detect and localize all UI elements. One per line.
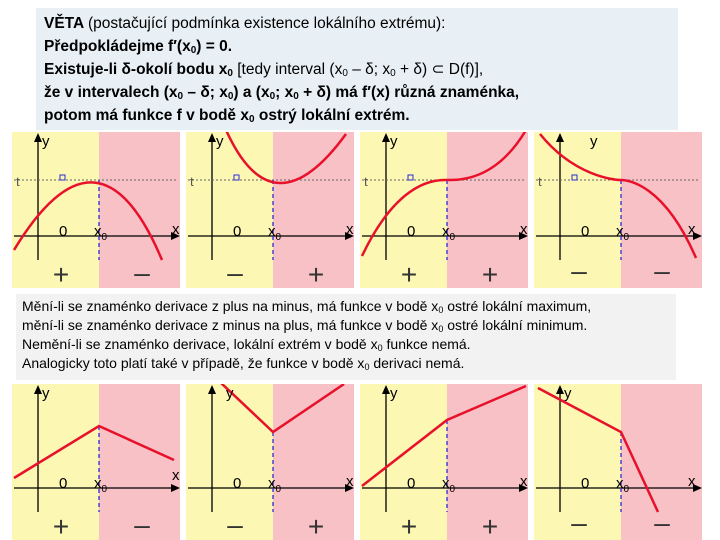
theorem-text: Předpokládejme f′(x (44, 38, 191, 55)
x0-label: $x_0$ (616, 223, 630, 243)
x-axis-label: x (172, 221, 180, 238)
subscript: 0 (438, 305, 444, 315)
theorem-box (36, 8, 678, 130)
explanation-line-3 (22, 335, 670, 354)
y-axis-label: y (42, 133, 50, 150)
subscript: 0 (248, 114, 255, 125)
right-sign: + (307, 511, 325, 540)
theorem-text: ostrý lokální extrém. (258, 107, 410, 124)
tangent-label: t (16, 174, 20, 189)
theorem-title-note: (postačující podmínka existence lokálního extrému): (87, 15, 446, 32)
y-axis-label: y (226, 385, 234, 402)
origin-label: 0 (59, 475, 68, 492)
graph-inflection-decreasing-smooth (534, 132, 702, 288)
theorem-line-4 (44, 81, 670, 104)
graph-local-minimum-smooth (186, 132, 354, 288)
theorem-text: – δ; x (352, 61, 391, 78)
theorem-text: – δ; x (187, 84, 228, 101)
explanation-text: Nemění-li se znaménko derivace, lokální extrém v bodě x (22, 336, 378, 352)
explanation-box (16, 294, 676, 380)
tangent-label: t (538, 174, 542, 189)
explanation-text: derivaci nemá. (369, 355, 465, 371)
left-sign: + (52, 511, 70, 540)
y-axis-label: y (564, 385, 572, 402)
right-sign: + (481, 259, 499, 288)
theorem-text: + δ) má f′(x) různá znaménka, (303, 84, 520, 101)
left-sign: – (227, 257, 243, 288)
x-axis-label: x (346, 221, 354, 238)
theorem-line-3 (44, 58, 670, 81)
subscript: 0 (364, 362, 370, 372)
subscript: 0 (293, 91, 299, 102)
explanation-text: funkce nemá. (382, 336, 471, 352)
theorem-text: Existuje-li δ-okolí bodu x (44, 61, 228, 78)
theorem-text: potom má funkce f v bodě x (44, 107, 249, 124)
origin-label: 0 (407, 223, 416, 240)
subscript: 0 (377, 343, 383, 353)
origin-label: 0 (59, 223, 68, 240)
y-axis-label: y (590, 133, 598, 150)
origin-label: 0 (233, 475, 242, 492)
origin-label: 0 (581, 475, 590, 492)
graph-inflection-increasing-smooth (360, 132, 528, 288)
explanation-text: Analogicky toto platí také v případě, že funkce v bodě x (22, 355, 365, 371)
right-sign: – (654, 507, 670, 538)
x0-label: $x_0$ (442, 223, 456, 243)
y-axis-label: y (390, 385, 398, 402)
left-sign: + (400, 511, 418, 540)
x-axis-label: x (346, 473, 354, 490)
x-axis-label: x (520, 221, 528, 238)
theorem-text: [tedy interval (x (237, 61, 343, 78)
graph-no-extreme-decreasing-corner (534, 384, 702, 540)
theorem-line-5 (44, 104, 670, 127)
explanation-text: ostré lokální minimum. (443, 317, 588, 333)
x-axis-label: x (520, 473, 528, 490)
tangent-label: t (364, 174, 368, 189)
graph-no-extreme-increasing-corner (360, 384, 528, 540)
explanation-text: ostré lokální maximum, (443, 298, 592, 314)
subscript: 0 (269, 91, 276, 102)
y-axis-label: y (42, 385, 50, 402)
subscript: 0 (342, 68, 348, 79)
theorem-text: ) a (x (233, 84, 270, 101)
right-sign: – (134, 257, 150, 288)
right-sign: + (307, 259, 325, 288)
explanation-line-4 (22, 354, 670, 373)
theorem-text: ) = 0. (196, 38, 233, 55)
explanation-text: mění-li se znaménko derivace z minus na plus, má funkce v bodě x (22, 317, 439, 333)
subscript: 0 (177, 91, 184, 102)
x0-label: $x_0$ (442, 475, 456, 495)
left-sign: + (400, 259, 418, 288)
origin-label: 0 (581, 223, 590, 240)
tangent-label: t (190, 174, 194, 189)
graph-local-maximum-corner (12, 384, 180, 540)
right-sign: – (134, 509, 150, 540)
subscript: 0 (227, 91, 234, 102)
x0-label: $x_0$ (94, 223, 108, 243)
x0-label: $x_0$ (616, 475, 630, 495)
x0-label: $x_0$ (94, 475, 108, 495)
explanation-text: Mění-li se znaménko derivace z plus na minus, má funkce v bodě x (22, 298, 439, 314)
x0-label: $x_0$ (268, 475, 282, 495)
left-sign: + (52, 259, 70, 288)
theorem-title: VĚTA (44, 15, 84, 32)
theorem-line-2 (44, 35, 670, 58)
x-axis-label: x (688, 473, 696, 490)
graph-local-maximum-smooth (12, 132, 180, 288)
subscript: 0 (438, 324, 444, 334)
y-axis-label: y (390, 133, 398, 150)
explanation-line-1 (22, 297, 670, 316)
origin-label: 0 (407, 475, 416, 492)
left-sign: – (227, 509, 243, 540)
origin-label: 0 (233, 223, 242, 240)
left-sign: – (571, 255, 587, 286)
theorem-line-1 (44, 12, 670, 35)
right-sign: + (481, 511, 499, 540)
subscript: 0 (227, 68, 233, 79)
x-axis-label: x (688, 221, 696, 238)
graph-local-minimum-corner (186, 384, 354, 540)
theorem-text: že v intervalech (x (44, 84, 178, 101)
right-sign: – (654, 255, 670, 286)
subscript: 0 (390, 68, 396, 79)
theorem-text: ; x (275, 84, 294, 101)
subscript: 0 (190, 45, 197, 56)
y-axis-label: y (216, 133, 224, 150)
left-sign: – (571, 507, 587, 538)
x-axis-label: x (172, 467, 180, 484)
x0-label: $x_0$ (268, 223, 282, 243)
explanation-line-2 (22, 316, 670, 335)
theorem-text: + δ) ⊂ D(f)], (400, 61, 484, 78)
